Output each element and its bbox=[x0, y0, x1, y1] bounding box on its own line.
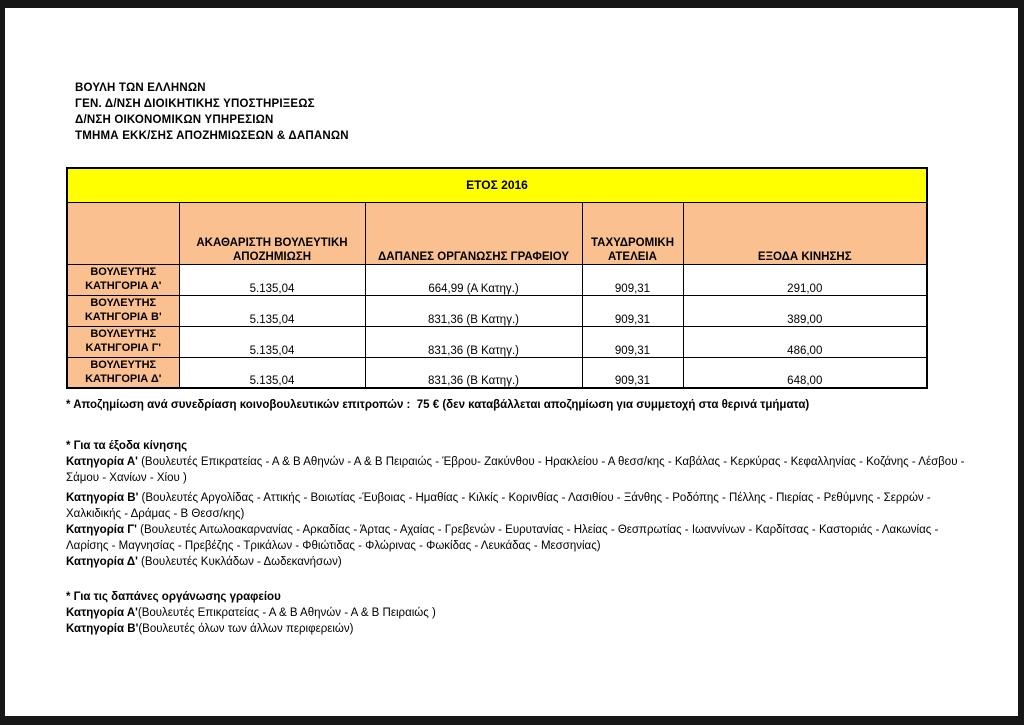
row-label-line1: ΒΟΥΛΕΥΤΗΣ bbox=[90, 327, 157, 340]
row-label-line2: ΚΑΤΗΓΟΡΙΑ Α' bbox=[85, 279, 162, 292]
office-value: 831,36 (Β Κατηγ.) bbox=[365, 295, 582, 326]
category-text: (Βουλευτές Επικρατείας - Α & Β Αθηνών - Α & Β Πειραιώς ) bbox=[137, 607, 436, 619]
org-line-2: ΓΕΝ. Δ/ΝΣΗ ΔΙΟΙΚΗΤΙΚΗΣ ΥΠΟΣΤΗΡΙΞΕΩΣ bbox=[75, 98, 315, 110]
header-office: ΔΑΠΑΝΕΣ ΟΡΓΑΝΩΣΗΣ ΓΡΑΦΕΙΟΥ bbox=[365, 202, 582, 264]
header-transport: ΕΞΟΔΑ ΚΙΝΗΣΗΣ bbox=[683, 202, 927, 264]
office-category-a bbox=[66, 606, 974, 622]
org-line-4: ΤΜΗΜΑ ΕΚΚ/ΣΗΣ ΑΠΟΖΗΜΙΩΣΕΩΝ & ΔΑΠΑΝΩΝ bbox=[75, 130, 349, 142]
category-text: (Βουλευτές Αργολίδας - Αττικής - Βοιωτίας -Έυβοιας - Ημαθίας - Κιλκίς - Κορινθίας - Λασιθίου - Ξάνθης - Ροδόπης - Πέλλης - Πιερίας - Ρεθύμνης - Σερρών - Χαλκιδικής - Δράμας - Β Θεσσ/κης) bbox=[66, 492, 934, 520]
row-label bbox=[67, 326, 179, 357]
postal-value: 909,31 bbox=[582, 357, 683, 388]
row-label bbox=[67, 295, 179, 326]
org-line-3: Δ/ΝΣΗ ΟΙΚΟΝΟΜΙΚΩΝ ΥΠΗΡΕΣΙΩΝ bbox=[75, 114, 274, 126]
header-gross-line1: ΑΚΑΘΑΡΙΣΤΗ ΒΟΥΛΕΥΤΙΚΗ bbox=[196, 236, 348, 249]
table-row-category-b bbox=[67, 295, 927, 326]
postal-value: 909,31 bbox=[582, 295, 683, 326]
transport-category-b bbox=[66, 491, 974, 522]
transport-expenses-title: * Για τα έξοδα κίνησης bbox=[66, 439, 188, 452]
document-page bbox=[5, 8, 1018, 716]
category-text: (Βουλευτές Επικρατείας - Α & Β Αθηνών - Α & Β Πειραιώς - Έβρου- Ζακύνθου - Ηρακλείου - Α θεσσ/κης - Καβάλας - Κερκύρας - Κεφαλληνίας - Κοζάνης - Λέσβου - Σάμου - Χανίων - Χίου ) bbox=[66, 456, 975, 484]
postal-value: 909,31 bbox=[582, 326, 683, 357]
header-gross-line2: ΑΠΟΖΗΜΙΩΣΗ bbox=[232, 250, 312, 263]
category-text: (Βουλευτές Κυκλάδων - Δωδεκανήσων) bbox=[137, 556, 342, 568]
gross-value: 5.135,04 bbox=[179, 264, 365, 295]
row-label-line1: ΒΟΥΛΕΥΤΗΣ bbox=[90, 358, 157, 371]
row-label-line2: ΚΑΤΗΓΟΡΙΑ Γ' bbox=[85, 341, 161, 354]
header-postal-line2: ΑΤΕΛΕΙΑ bbox=[608, 250, 657, 263]
row-label-line2: ΚΑΤΗΓΟΡΙΑ Β' bbox=[84, 310, 162, 323]
row-label bbox=[67, 264, 179, 295]
compensation-table bbox=[66, 167, 928, 389]
table-row-category-a bbox=[67, 264, 927, 295]
header-postal bbox=[582, 202, 683, 264]
row-label-line1: ΒΟΥΛΕΥΤΗΣ bbox=[90, 265, 157, 278]
org-line-1: ΒΟΥΛΗ ΤΩΝ ΕΛΛΗΝΩΝ bbox=[75, 82, 206, 94]
header-empty bbox=[67, 202, 179, 264]
footnotes bbox=[66, 398, 974, 637]
office-value: 831,36 (Β Κατηγ.) bbox=[365, 326, 582, 357]
transport-value: 486,00 bbox=[683, 326, 927, 357]
header-gross bbox=[179, 202, 365, 264]
postal-value: 909,31 bbox=[582, 264, 683, 295]
table-row-category-d bbox=[67, 357, 927, 388]
category-label: Κατηγορία Δ' bbox=[66, 556, 138, 568]
category-label: Κατηγορία Α' bbox=[66, 456, 138, 468]
org-header bbox=[75, 80, 349, 144]
office-expenses-title: * Για τις δαπάνες οργάνωσης γραφείου bbox=[66, 590, 281, 603]
gross-value: 5.135,04 bbox=[179, 295, 365, 326]
row-label bbox=[67, 357, 179, 388]
column-header-row bbox=[67, 202, 927, 264]
year-title: ΕΤΟΣ 2016 bbox=[67, 168, 927, 202]
header-postal-line1: ΤΑΧΥΔΡΟΜΙΚΗ bbox=[590, 236, 675, 249]
category-label: Κατηγορία Γ' bbox=[66, 524, 137, 536]
gross-value: 5.135,04 bbox=[179, 326, 365, 357]
gross-value: 5.135,04 bbox=[179, 357, 365, 388]
transport-value: 648,00 bbox=[683, 357, 927, 388]
office-value: 831,36 (Β Κατηγ.) bbox=[365, 357, 582, 388]
category-text: (Βουλευτές όλων των άλλων περιφερειών) bbox=[138, 622, 354, 635]
transport-value: 291,00 bbox=[683, 264, 927, 295]
session-compensation-note: * Αποζημίωση ανά συνεδρίαση κοινοβουλευτικών επιτροπών : 75 € (δεν καταβάλλεται αποζημίωση για συμμετοχή στα θερινά τμήματα) bbox=[66, 399, 810, 411]
transport-value: 389,00 bbox=[683, 295, 927, 326]
office-category-b bbox=[66, 622, 974, 638]
category-label: Κατηγορία Β' bbox=[66, 622, 139, 635]
category-text: (Βουλευτές Αιτωλοακαρνανίας - Αρκαδίας - Άρτας - Αχαίας - Γρεβενών - Ευρυτανίας - Ηλείας - Θεσπρωτίας - Ιωαννίνων - Καρδίτσας - Καστοριάς - Λακωνίας - Λαρίσης - Μαγνησίας - Πρεβέζης - Τρικάλων - Φθιώτιδας - Φλώρινας - Φωκίδας - Λευκάδας - Μεσσηνίας) bbox=[66, 524, 941, 552]
table-row-category-c bbox=[67, 326, 927, 357]
category-label: Κατηγορία Β' bbox=[66, 492, 139, 504]
row-label-line2: ΚΑΤΗΓΟΡΙΑ Δ' bbox=[85, 372, 162, 385]
office-value: 664,99 (Α Κατηγ.) bbox=[365, 264, 582, 295]
year-row bbox=[67, 168, 927, 202]
transport-category-a bbox=[66, 455, 974, 486]
category-label: Κατηγορία Α' bbox=[66, 607, 138, 619]
transport-category-d bbox=[66, 555, 974, 571]
transport-category-c bbox=[66, 523, 974, 554]
row-label-line1: ΒΟΥΛΕΥΤΗΣ bbox=[90, 296, 157, 309]
